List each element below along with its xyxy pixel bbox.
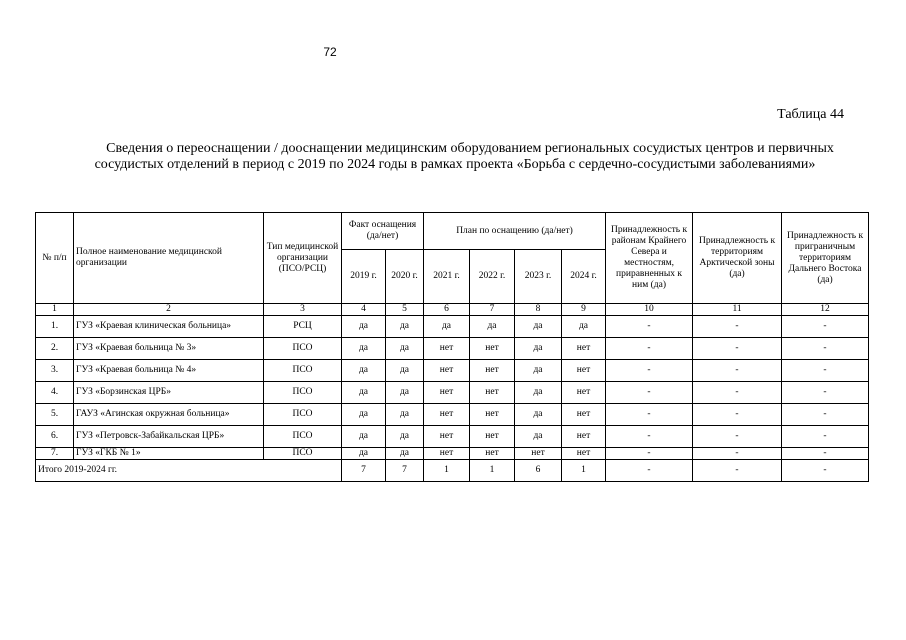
year-value: нет [562, 360, 606, 382]
year-value: да [342, 360, 386, 382]
column-number: 9 [562, 304, 606, 316]
year-value: нет [470, 448, 515, 460]
year-value: нет [562, 404, 606, 426]
year-value: да [386, 448, 424, 460]
column-number: 3 [264, 304, 342, 316]
year-value: нет [470, 426, 515, 448]
header-year: 2023 г. [515, 250, 562, 304]
column-number: 10 [606, 304, 693, 316]
year-value: нет [424, 404, 470, 426]
year-value: нет [424, 448, 470, 460]
table-row [36, 404, 869, 426]
year-value: да [515, 426, 562, 448]
border-value: - [782, 426, 869, 448]
column-number: 2 [74, 304, 264, 316]
year-value: нет [515, 448, 562, 460]
arctic-value: - [693, 360, 782, 382]
total-value: 1 [424, 460, 470, 482]
arctic-value: - [693, 404, 782, 426]
table-row [36, 360, 869, 382]
organization-type: ПСО [264, 360, 342, 382]
total-value: 7 [342, 460, 386, 482]
row-number: 6. [36, 426, 74, 448]
border-value: - [782, 360, 869, 382]
header-year: 2021 г. [424, 250, 470, 304]
year-value: нет [470, 360, 515, 382]
year-value: да [515, 382, 562, 404]
table-body [36, 304, 869, 482]
header-north: Принадлежность к районам Крайнего Севера и местностям, приравненных к ним (да) [606, 213, 693, 304]
header-fact: Факт оснащения (да/нет) [342, 213, 424, 250]
column-number: 7 [470, 304, 515, 316]
organization-name: ГУЗ «Краевая больница № 4» [74, 360, 264, 382]
year-value: да [342, 338, 386, 360]
total-label: Итого 2019-2024 гг. [36, 460, 342, 482]
organization-type: ПСО [264, 448, 342, 460]
north-value: - [606, 448, 693, 460]
organization-name: ГУЗ «Краевая клиническая больница» [74, 316, 264, 338]
north-value: - [606, 404, 693, 426]
column-number: 12 [782, 304, 869, 316]
header-name: Полное наименование медицинской организации [74, 213, 264, 304]
border-value: - [782, 338, 869, 360]
table-label: Таблица 44 [777, 107, 844, 122]
total-value: 6 [515, 460, 562, 482]
organization-name: ГАУЗ «Агинская окружная больница» [74, 404, 264, 426]
arctic-value: - [693, 448, 782, 460]
column-number: 11 [693, 304, 782, 316]
equipment-table [35, 212, 869, 482]
header-year: 2024 г. [562, 250, 606, 304]
year-value: да [342, 426, 386, 448]
total-border: - [782, 460, 869, 482]
total-value: 7 [386, 460, 424, 482]
total-value: 1 [562, 460, 606, 482]
column-number: 1 [36, 304, 74, 316]
document-title [70, 141, 840, 173]
organization-type: ПСО [264, 338, 342, 360]
year-value: нет [562, 448, 606, 460]
year-value: да [424, 316, 470, 338]
row-number: 3. [36, 360, 74, 382]
arctic-value: - [693, 382, 782, 404]
year-value: да [515, 316, 562, 338]
organization-type: ПСО [264, 426, 342, 448]
total-value: 1 [470, 460, 515, 482]
column-number-row [36, 304, 869, 316]
organization-name: ГУЗ «Петровск-Забайкальская ЦРБ» [74, 426, 264, 448]
organization-name: ГУЗ «Борзинская ЦРБ» [74, 382, 264, 404]
column-number: 4 [342, 304, 386, 316]
page-number: 72 [323, 45, 337, 59]
organization-type: ПСО [264, 382, 342, 404]
north-value: - [606, 382, 693, 404]
table-row [36, 382, 869, 404]
year-value: нет [470, 382, 515, 404]
row-number: 2. [36, 338, 74, 360]
border-value: - [782, 316, 869, 338]
year-value: нет [470, 404, 515, 426]
year-value: да [470, 316, 515, 338]
year-value: нет [562, 382, 606, 404]
north-value: - [606, 360, 693, 382]
year-value: да [386, 426, 424, 448]
year-value: да [342, 448, 386, 460]
total-arctic: - [693, 460, 782, 482]
row-number: 4. [36, 382, 74, 404]
table-row [36, 316, 869, 338]
organization-type: ПСО [264, 404, 342, 426]
north-value: - [606, 338, 693, 360]
year-value: да [386, 338, 424, 360]
header-arctic: Принадлежность к территориям Арктической зоны (да) [693, 213, 782, 304]
year-value: да [515, 338, 562, 360]
header-border: Принадлежность к приграничным территориям Дальнего Востока (да) [782, 213, 869, 304]
year-value: да [342, 382, 386, 404]
organization-name: ГУЗ «ГКБ № 1» [74, 448, 264, 460]
header-type: Тип медицинской организации (ПСО/РСЦ) [264, 213, 342, 304]
organization-type: РСЦ [264, 316, 342, 338]
north-value: - [606, 426, 693, 448]
table-row [36, 338, 869, 360]
year-value: да [342, 316, 386, 338]
year-value: нет [562, 426, 606, 448]
year-value: нет [424, 382, 470, 404]
year-value: да [386, 382, 424, 404]
row-number: 5. [36, 404, 74, 426]
border-value: - [782, 382, 869, 404]
table-row [36, 426, 869, 448]
north-value: - [606, 316, 693, 338]
column-number: 6 [424, 304, 470, 316]
organization-name: ГУЗ «Краевая больница № 3» [74, 338, 264, 360]
year-value: да [562, 316, 606, 338]
header-year: 2022 г. [470, 250, 515, 304]
year-value: да [515, 360, 562, 382]
table-row [36, 448, 869, 460]
column-number: 5 [386, 304, 424, 316]
row-number: 1. [36, 316, 74, 338]
year-value: да [386, 316, 424, 338]
year-value: да [342, 404, 386, 426]
header-year: 2019 г. [342, 250, 386, 304]
total-row [36, 460, 869, 482]
header-num: № п/п [36, 213, 74, 304]
arctic-value: - [693, 316, 782, 338]
arctic-value: - [693, 338, 782, 360]
column-number: 8 [515, 304, 562, 316]
year-value: да [386, 360, 424, 382]
header-row-1 [36, 213, 869, 250]
arctic-value: - [693, 426, 782, 448]
document-title-text: Сведения о переоснащении / дооснащении медицинским оборудованием региональных сосудистых центров и первичных сосудистых отделений в период с 2019 по 2024 годы в рамках проекта «Борьба с сердечно-сосудистыми заболеваниями» [94, 141, 834, 172]
year-value: нет [470, 338, 515, 360]
year-value: нет [424, 338, 470, 360]
border-value: - [782, 404, 869, 426]
year-value: да [515, 404, 562, 426]
header-year: 2020 г. [386, 250, 424, 304]
year-value: да [386, 404, 424, 426]
year-value: нет [424, 426, 470, 448]
row-number: 7. [36, 448, 74, 460]
header-plan: План по оснащению (да/нет) [424, 213, 606, 250]
year-value: нет [424, 360, 470, 382]
year-value: нет [562, 338, 606, 360]
border-value: - [782, 448, 869, 460]
total-north: - [606, 460, 693, 482]
